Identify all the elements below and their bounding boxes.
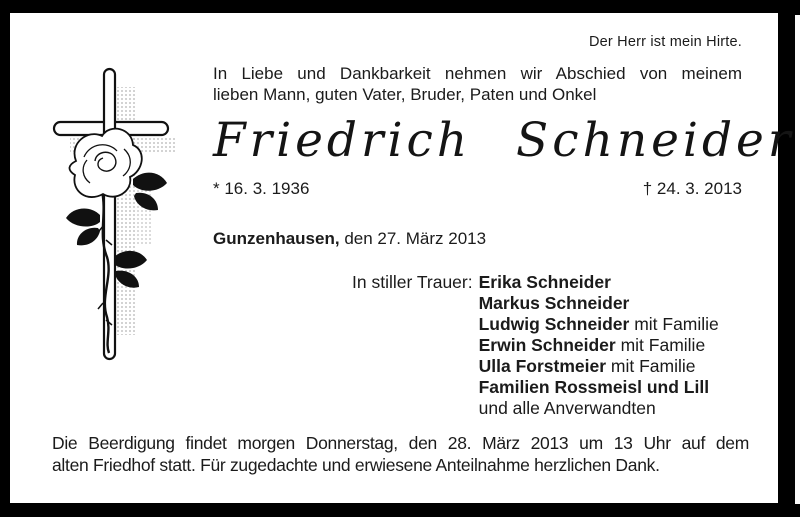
birth-date: * 16. 3. 1936 — [213, 179, 310, 198]
deceased-name: Friedrich Schneider — [213, 113, 795, 168]
mourner-name: Markus Schneider — [478, 293, 630, 313]
scan-edge-strip — [795, 15, 800, 504]
mourner-row — [479, 314, 719, 335]
obituary-notice — [10, 13, 795, 503]
life-dates — [213, 179, 742, 199]
intro-line-2: lieben Mann, guten Vater, Bruder, Paten und Onkel — [213, 85, 597, 104]
mourner-name: Erika Schneider — [478, 272, 611, 292]
mourner-row — [479, 398, 719, 419]
mourner-row — [479, 293, 719, 314]
place-date-line — [213, 229, 742, 249]
funeral-line-1: Die Beerdigung findet morgen Donnerstag, den 28. März 2013 um 13 Uhr auf dem — [52, 433, 749, 453]
mourners-block — [352, 272, 719, 419]
intro-line-1: In Liebe und Dankbarkeit nehmen wir Abschied von meinem — [213, 64, 742, 83]
mourner-suffix: und alle Anverwandten — [478, 398, 656, 418]
mourner-suffix: mit Familie — [615, 335, 706, 355]
motto-text: Der Herr ist mein Hirte. — [588, 34, 742, 50]
mourner-row — [479, 356, 719, 377]
mourner-name: Erwin Schneider — [478, 335, 616, 355]
mourner-name: Ludwig Schneider — [478, 314, 630, 334]
mourner-suffix: mit Familie — [606, 356, 696, 376]
intro-paragraph — [213, 63, 742, 105]
mourners-list — [479, 272, 719, 419]
mourner-name: Familien Rossmeisl und Lill — [478, 377, 710, 397]
mourners-label: In stiller Trauer: — [352, 272, 473, 292]
mourner-suffix: mit Familie — [629, 314, 719, 334]
cross-with-rose-icon — [40, 65, 190, 375]
mourner-row — [479, 272, 719, 293]
funeral-line-2: alten Friedhof statt. Für zugedachte und erwiesene Anteilnahme herzlichen Dank. — [52, 454, 660, 475]
place-name: Gunzenhausen, — [213, 229, 340, 248]
funeral-info — [52, 433, 749, 476]
death-date: † 24. 3. 2013 — [642, 179, 742, 198]
mourner-row — [479, 377, 719, 398]
notice-date: den 27. März 2013 — [344, 229, 487, 248]
mourner-row — [479, 335, 719, 356]
mourner-name: Ulla Forstmeier — [478, 356, 607, 376]
